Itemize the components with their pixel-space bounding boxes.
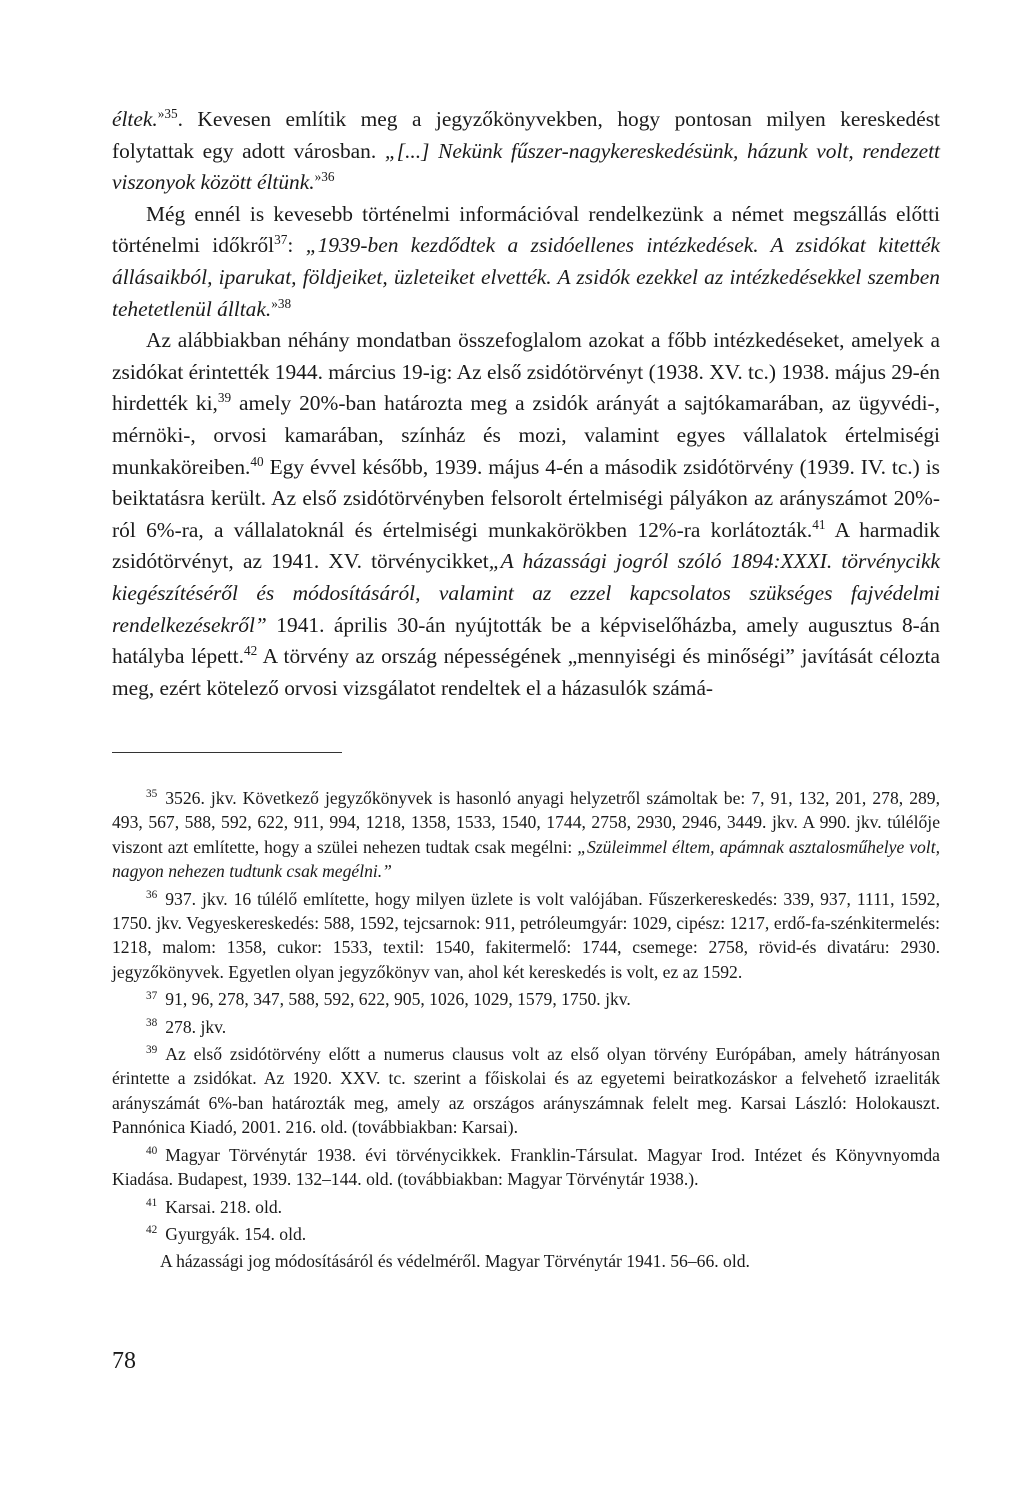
footnote-text: 278. jkv. (165, 1016, 227, 1037)
paragraph-3 (112, 325, 940, 704)
footnote-ref-36[interactable]: »36 (314, 168, 335, 184)
paragraph-2 (112, 199, 940, 325)
footnote-text: 937. jkv. 16 túlélő említette, hogy milyen üzlete is volt valójában. Fűszerkereskedés: 339, 937, 1111, 1592, 1750. jkv. Vegyeskereskedés: 588, 1592, tejcsarnok: 911, petróleumgyár: 1029, cipész: 1217, erdő-fa-szénkitermelés: 1218, malom: 1358, cukor: 1533, textil: 1540, fakitermelő: 1744, csemege: 2758, rövid-és divatáru: 2930. jegyzőkönyvek. Egyetlen olyan jegyzőkönyv van, ahol két kereskedés is volt, ez az 1592. (112, 888, 940, 982)
footnote-number: 42 (146, 1224, 158, 1237)
footnote-number: 41 (146, 1196, 158, 1209)
footnote-text: Magyar Törvénytár 1938. évi törvénycikkek. Franklin-Társulat. Magyar Irod. Intézet és Könyvnyomda Kiadása. Budapest, 1939. 132–144. old. (továbbiakban: Magyar Törvénytár 1938.). (112, 1144, 940, 1190)
footnote-37 (112, 987, 940, 1011)
footnote-number: 38 (146, 1016, 158, 1029)
footnote-ref-35[interactable]: »35 (157, 105, 178, 121)
footnote-42 (112, 1222, 940, 1246)
footnote-ref-41[interactable]: 41 (812, 516, 826, 532)
page-number: 78 (112, 1348, 136, 1374)
quote: „1939-ben kezdődtek a zsidóellenes intézkedések. A zsidókat kitették állásaikból, iparukat, földjeiket, üzleteiket elvették. A zsidók ezekkel az intézkedésekkel szemben tehetetlenül álltak. (112, 233, 940, 321)
paragraph-1 (112, 104, 940, 199)
paragraph-text: 1941. április 30-án nyújtották be a képviselőházba, amely augusztus 8-án hatályba lépett. (112, 612, 940, 669)
footnote-separator (112, 752, 342, 753)
quote-end: éltek. (112, 107, 158, 131)
paragraph-text: . Kevesen említik meg a jegyzőkönyvekben, hogy pontosan milyen kereskedést folytattak egy adott városban. (112, 107, 940, 163)
footnote-42-continued: A házassági jog módosításáról és védelméről. Magyar Törvénytár 1941. 56–66. old. (160, 1251, 750, 1272)
footnote-number: 39 (146, 1044, 158, 1057)
paragraph-text: A harmadik zsidótörvényt, az 1941. XV. törvénycikket (112, 517, 940, 574)
footnote-40 (112, 1143, 940, 1192)
paragraph-text: : (287, 233, 306, 258)
quote: „[...] Nekünk fűszer-nagykereskedésünk, házunk volt, rendezett viszonyok között éltünk. (112, 138, 940, 195)
footnote-text: Gyurgyák. 154. old. (165, 1223, 307, 1244)
paragraph-text: Még ennél is kevesebb történelmi információval rendelkezünk a német megszállás előtti történelmi időkről (112, 201, 940, 258)
footnote-number: 36 (146, 888, 158, 901)
footnote-text: Karsai. 218. old. (165, 1196, 283, 1217)
footnote-36 (112, 887, 940, 985)
paragraph-text: amely 20%-ban határozta meg a zsidók arányát a sajtókamarában, az ügyvédi-, mérnöki-, orvosi kamarában, színház és mozi, valamint egyes vállalatok értelmiségi munkaköreiben. (112, 391, 940, 479)
footnote-ref-37[interactable]: 37 (274, 232, 288, 248)
footnote-ref-42[interactable]: 42 (243, 642, 258, 658)
footnote-text: Az első zsidótörvény előtt a numerus clausus volt az első olyan törvény Európában, amely hátrányosan érintette a zsidókat. Az 1920. XXV. tc. szerint a főiskolai és az egyetemi beiratkozáskor a felvehető izraeliták arányszámát 6%-ban határozták meg, amely az országos arányszámnak felelt meg. Karsai László: Holokauszt. Pannónica Kiadó, 2001. 216. old. (továbbiakban: Karsai). (112, 1044, 940, 1138)
footnote-number: 37 (146, 989, 158, 1002)
footnote-ref-40[interactable]: 40 (250, 453, 264, 469)
footnote-39 (112, 1042, 940, 1140)
footnote-41 (112, 1195, 940, 1219)
footnote-38 (112, 1015, 940, 1039)
footnote-quote: „Szüleimmel éltem, apámnak asztalosműhelye volt, nagyon nehezen tudtunk csak megélni.” (112, 836, 940, 882)
law-title: „A házassági jogról szóló 1894:XXXI. törvénycikk kiegészítéséről és módosításáról, valamint az ezzel kapcsolatos szükséges fajvédelmi rendelkezésekről” (112, 549, 940, 637)
footnotes (112, 786, 940, 1277)
paragraph-text: A törvény az ország népességének „mennyiségi és minőségi” javítását célozta meg, ezért kötelező orvosi vizsgálatot rendeltek el a házasulók számá- (112, 644, 940, 700)
footnote-ref-39[interactable]: 39 (217, 390, 232, 406)
paragraph-text: Az alábbiakban néhány mondatban összefoglalom azokat a főbb intézkedéseket, amelyek a zsidókat érintették 1944. március 19-ig: Az első zsidótörvényt (1938. XV. tc.) 1938. május 29-én hirdették ki, (112, 328, 940, 416)
footnote-35 (112, 786, 940, 884)
footnote-ref-38[interactable]: »38 (271, 295, 292, 311)
footnote-number: 40 (146, 1144, 158, 1157)
footnote-number: 35 (146, 788, 158, 801)
footnote-text: 3526. jkv. Következő jegyzőkönyvek is hasonló anyagi helyzetről számoltak be: 7, 91, 132, 201, 278, 289, 493, 567, 588, 592, 622, 911, 994, 1218, 1358, 1533, 1540, 1744, 2758, 2930, 2946, 3449. jkv. A 990. jkv. túlélője viszont azt említette, hogy a szülei nehezen tudtak csak megélni: (112, 788, 940, 857)
paragraph-text: Egy évvel később, 1939. május 4-én a második zsidótörvény (1939. IV. tc.) is beiktatásra került. Az első zsidótörvényben felsorolt értelmiségi pályákon az arányszámot 20%-ról 6%-ra, a vállalatoknál és értelmiségi munkakörökben 12%-ra korlátozták. (112, 454, 940, 542)
footnote-text: 91, 96, 278, 347, 588, 592, 622, 905, 1026, 1029, 1579, 1750. jkv. (165, 989, 631, 1010)
main-text (112, 104, 940, 704)
